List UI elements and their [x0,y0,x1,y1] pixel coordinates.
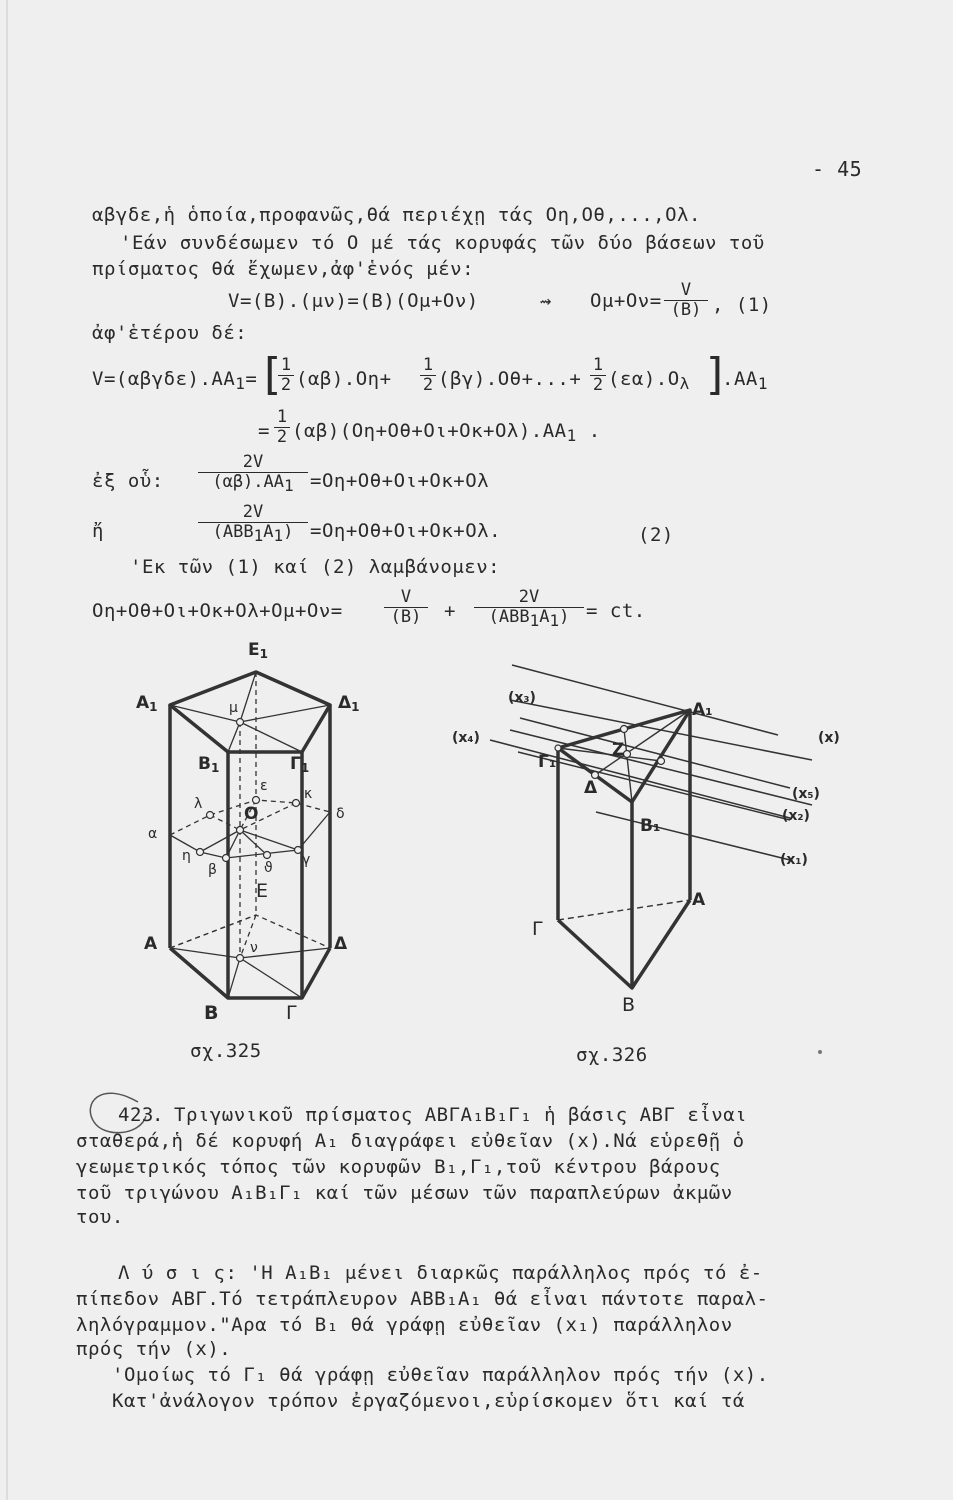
label-g-326: Γ [532,918,543,940]
equation-2: =Οη+Οθ+Οι+Οκ+Ολ. [310,520,502,542]
label-alpha: α [148,826,158,842]
label-a-326: A [692,890,706,910]
point-kappa [293,800,300,807]
subscript-1: 1 [210,761,220,775]
point-theta [264,852,271,859]
volume-sum-lhs: V=(αβγδε).ΑΑ [92,368,236,390]
denominator-a: A [263,522,274,542]
text-line-1: αβγδε,ἡ ὁποία,προφανῶς,θά περιέχῃ τάς Οη,Οθ,...,Ολ. [92,204,701,226]
top-spoke-b [228,722,240,752]
volume-simplified: $(\alpha\beta)(O\eta+O\theta+O\iota+O\kappa+O\lambda).AA_1$ . [292,420,601,445]
point-eta [197,849,204,856]
point-beta [223,855,230,862]
constant-result: = ct. [586,600,646,622]
line-x4 [490,740,790,818]
page-number: - 45 [812,157,863,181]
label-nu: ν [250,940,258,956]
label-x1: (x₁) [780,852,808,868]
volume-sum-tail: .ΑΑ [722,368,758,390]
problem-number-dot: . [152,1104,164,1126]
point-mid-a1b1 [658,758,665,765]
plus-sign: + [444,600,456,622]
point-epsilon [253,797,260,804]
equation-1-tag: , (1) [712,294,772,316]
subscript-1: 1 [549,611,560,630]
fraction-numerator: 1 [422,355,434,375]
fraction-denominator: 2 [590,375,606,395]
subscript-1: 1 [351,700,360,714]
label-d1 [338,693,360,714]
solution-line-2: πίπεδον ΑΒΓ.Τό τετράπλευρον ΑΒΒ₁Α₁ θά εἶναι πάντοτε παραλ- [76,1288,769,1310]
median-b1 [624,729,632,802]
implies-arrow: ⇝ [540,290,552,312]
solution-line-1: Λ ύ σ ι ς: 'Η Α₁Β₁ μένει διαρκῶς παράλληλος πρός τό ἐ- [118,1262,763,1284]
hidden-base-edge [558,900,690,920]
top-pentagon [170,672,330,752]
subscript-1: 1 [149,700,158,714]
label-o: O [244,804,259,824]
fraction-numerator: 1 [592,355,604,375]
smudge [818,1050,822,1054]
fraction-numerator: 1 [280,355,292,375]
subscript-1: 1 [757,374,768,393]
denominator-text: (ΑΒΒ [212,522,254,542]
problem-line-2: σταθερά,ἡ δέ κορυφή Α₁ διαγράφει εὐθεῖαν (x).Νά εὑρεθῇ ὁ [76,1130,745,1152]
subscript-1: 1 [253,526,264,545]
label-g1 [290,754,309,775]
fraction-denominator: 2 [278,375,294,395]
label-b-326: B [622,994,636,1016]
label-x4: (x₄) [452,730,480,746]
bottom-spoke-g [240,958,302,998]
equation-2-tag: (2) [638,524,674,546]
label-x: (x) [818,730,840,746]
label-mu: μ [229,700,238,716]
solution-line-6: Κατ'ἀνάλογον τρόπον ἐργαζόμενοι,εὑρίσκομεν ὅτι καί τά [112,1390,745,1412]
fraction-denominator: (B) [384,607,428,627]
point-mu [237,719,244,726]
denominator-text: (αβ).ΑΑ [212,472,284,492]
problem-line-1: Τριγωνικοῦ πρίσματος ΑΒΓΑ₁Β₁Γ₁ ἡ βάσις ΑΒΓ εἶναι [174,1104,748,1126]
label-delta: δ [336,806,345,822]
right-bracket: ] [706,349,724,400]
equation-sum: =Οη+Οθ+Οι+Οκ+Ολ [310,470,490,492]
hidden-spoke [170,915,256,948]
bottom-spoke-b [228,958,240,998]
top-spoke-g [240,722,302,752]
label-epsilon: ε [260,778,268,794]
fraction-numerator: V [400,587,412,607]
label-a: A [144,934,158,954]
label-theta: ϑ [264,860,273,876]
point-nu [237,955,244,962]
point-gamma [295,847,302,854]
subscript-1: 1 [566,426,577,445]
text-line-3: πρίσματος θά ἔχωμεν,ἀφ'ἑνός μέν: [92,258,475,280]
label-x5: (x₅) [792,786,820,802]
volume-sum-start: $V=(\alpha\beta\gamma\delta\varepsilon).AA_1=$ [92,368,258,393]
fraction-denominator: 2 [274,427,290,447]
label-a1-text: A [136,693,150,713]
label-b1 [198,754,219,775]
label-g1-text: Γ [290,754,301,774]
label-gamma: γ [302,852,311,868]
top-spoke-e [240,672,256,722]
denominator-a: A [539,607,550,627]
text-line-5: ἀφ'ἑτέρου δέ: [92,322,248,344]
fraction-numerator: 2V [242,502,264,522]
label-x2: (x₂) [782,808,810,824]
point-mid-g1a1 [621,726,628,733]
label-b1-326: B₁ [640,816,661,836]
fraction-denominator: (ΑΒΒ1A1) [474,607,584,630]
fraction-denominator: 2 [420,375,436,395]
problem-line-4: τοῦ τριγώνου Α₁Β₁Γ₁ καί τῶν μέσων τῶν παραπλεύρων ἀκμῶν [76,1182,733,1204]
subscript-1: 1 [300,761,310,775]
label-kappa: κ [304,786,313,802]
figure-326-caption: σχ.326 [576,1044,648,1066]
fraction-numerator: 2V [518,587,540,607]
solution-line-3: ληλόγραμμον."Αρα τό Β₁ θά γράφῃ εὐθεῖαν (x₁) παράλληλον [76,1314,733,1336]
equation-1-right: Ομ+Ον= [590,290,662,312]
base-front-edges [558,900,690,988]
final-sum-lhs: Οη+Οθ+Οι+Οκ+Ολ+Ομ+Ον= [92,600,343,622]
volume-sum-term-2: (βγ).Οθ+...+ [438,368,582,390]
from-which-label: ἐξ οὗ: [92,470,164,492]
solution-line-4: πρός τήν (x). [76,1338,232,1360]
label-e1 [248,640,268,661]
section-spoke-gamma [240,830,298,850]
subscript-1: 1 [529,611,540,630]
point-o [237,827,244,834]
text-line-2: 'Εάν συνδέσωμεν τό Ο μέ τάς κορυφάς τῶν δύο βάσεων τοῦ [120,232,765,254]
label-d1-text: Δ [338,693,352,713]
fraction-numerator: 1 [276,407,288,427]
solution-line-5: 'Ομοίως τό Γ₁ θά γράφῃ εὐθεῖαν παράλληλον πρός τήν (x). [112,1364,769,1386]
label-x3: (x₃) [508,690,536,706]
label-lambda: λ [194,796,203,812]
left-bracket: [ [264,349,282,400]
section-spoke-theta [240,830,267,855]
subscript-1: 1 [273,526,284,545]
section-spoke-lambda [210,815,240,830]
label-b: B [204,1002,219,1024]
label-beta: β [208,862,217,878]
label-g: Γ [286,1002,297,1024]
point-lambda [207,812,214,819]
fraction-numerator: V [680,280,692,300]
subscript-lambda: λ [679,374,690,393]
label-eta: η [182,848,191,864]
label-b1-text: B [198,754,211,774]
label-e: E [256,880,269,902]
label-e1-text: E [248,640,260,660]
volume-sum-term-3-text: (εα).Ο [608,368,680,390]
label-g1-326: Γ₁ [538,752,557,772]
label-d-326: Δ [584,778,598,798]
subscript-1: 1 [259,647,268,661]
figure-325-caption: σχ.325 [190,1040,262,1062]
label-a1-326: A₁ [692,700,713,720]
subscript-1: 1 [284,476,294,495]
problem-number: 423 [118,1104,154,1126]
point-g1 [555,745,561,751]
volume-simplified-text: (αβ)(Οη+Οθ+Οι+Οκ+Ολ).ΑΑ [292,420,567,442]
subscript-1: 1 [235,374,246,393]
text-line-10: 'Εκ τῶν (1) καί (2) λαμβάνομεν: [130,556,501,578]
label-d: Δ [334,934,348,954]
equation-1-left: V=(B).(μν)=(B)(Ομ+Ον) [228,290,479,312]
line-x1 [596,812,790,860]
or-label: ἤ [92,520,104,542]
fraction-denominator: (B) [664,300,708,320]
volume-sum-term-1: (αβ).Οη+ [296,368,392,390]
fraction-denominator: (ΑΒΒ1A1) [198,522,308,545]
fraction-numerator: 2V [242,452,264,472]
label-a1 [136,693,158,714]
problem-line-3: γεωμετρικός τόπος τῶν κορυφῶν Β₁,Γ₁,τοῦ κέντρου βάρους [76,1156,721,1178]
top-spoke-d [240,705,330,722]
denominator-text: (ΑΒΒ [488,607,530,627]
label-z: Z [612,740,625,760]
equals-sign: = [258,420,270,442]
point-z [624,751,631,758]
problem-line-5: του. [76,1206,124,1228]
